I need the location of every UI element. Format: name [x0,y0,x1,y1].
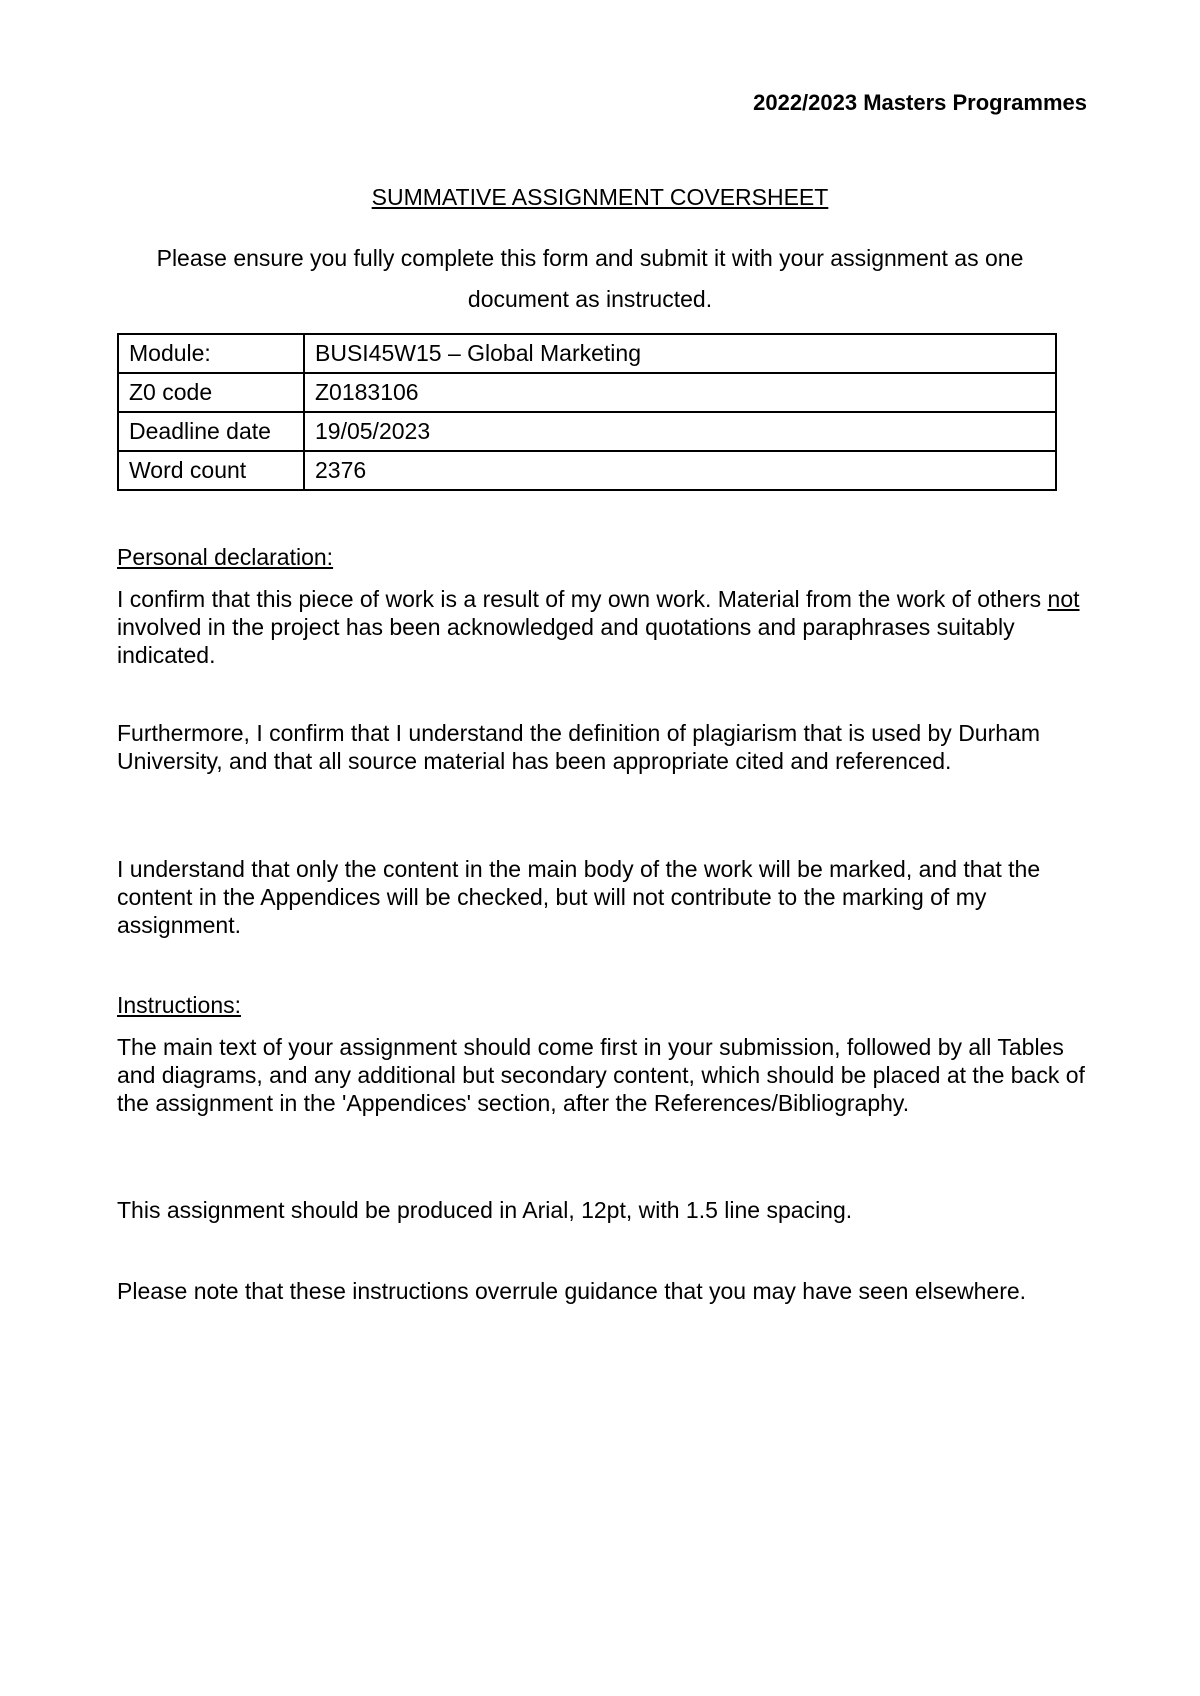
instructions-heading: Instructions: [117,992,241,1018]
table-row [118,451,1056,490]
declaration-heading: Personal declaration: [117,544,334,570]
declaration-paragraph-1 [117,585,1087,669]
table-row [118,373,1056,412]
table-row [118,334,1056,373]
instructions-paragraph-3: Please note that these instructions overrule guidance that you may have seen elsewhere. [117,1278,1027,1304]
declaration-emphasis: not [1047,586,1080,612]
instructions-paragraph-1: The main text of your assignment should come first in your submission, followed by all Tables and diagrams, and any additional but secondary content, which should be placed at the back of the assignment in the 'Appendices' section, after the References/Bibliography. [117,1034,1085,1116]
z0-code-label: Z0 code [118,373,304,412]
declaration-paragraph-2: Furthermore, I confirm that I understand the definition of plagiarism that is used by Durham University, and that all source material has been appropriate cited and referenced. [117,720,1040,774]
declaration-text-part-2: involved in the project has been acknowledged and quotations and paraphrases suitably indicated. [117,614,1015,668]
module-value: BUSI45W15 – Global Marketing [304,334,1056,373]
word-count-label: Word count [118,451,304,490]
programme-header: 2022/2023 Masters Programmes [753,90,1087,115]
page-title: SUMMATIVE ASSIGNMENT COVERSHEET [371,184,829,210]
deadline-label: Deadline date [118,412,304,451]
declaration-text-part-1: I confirm that this piece of work is a result of my own work. Material from the work of others [117,586,1048,612]
z0-code-value: Z0183106 [304,373,1056,412]
module-label: Module: [118,334,304,373]
intro-text: Please ensure you fully complete this form and submit it with your assignment as one document as instructed. [156,245,1024,312]
instructions-paragraph-2: This assignment should be produced in Arial, 12pt, with 1.5 line spacing. [117,1197,853,1223]
details-table [117,333,1057,491]
table-row [118,412,1056,451]
declaration-paragraph-3: I understand that only the content in the main body of the work will be marked, and that the content in the Appendices will be checked, but will not contribute to the marking of my assignment. [117,856,1041,938]
deadline-value: 19/05/2023 [304,412,1056,451]
word-count-value: 2376 [304,451,1056,490]
